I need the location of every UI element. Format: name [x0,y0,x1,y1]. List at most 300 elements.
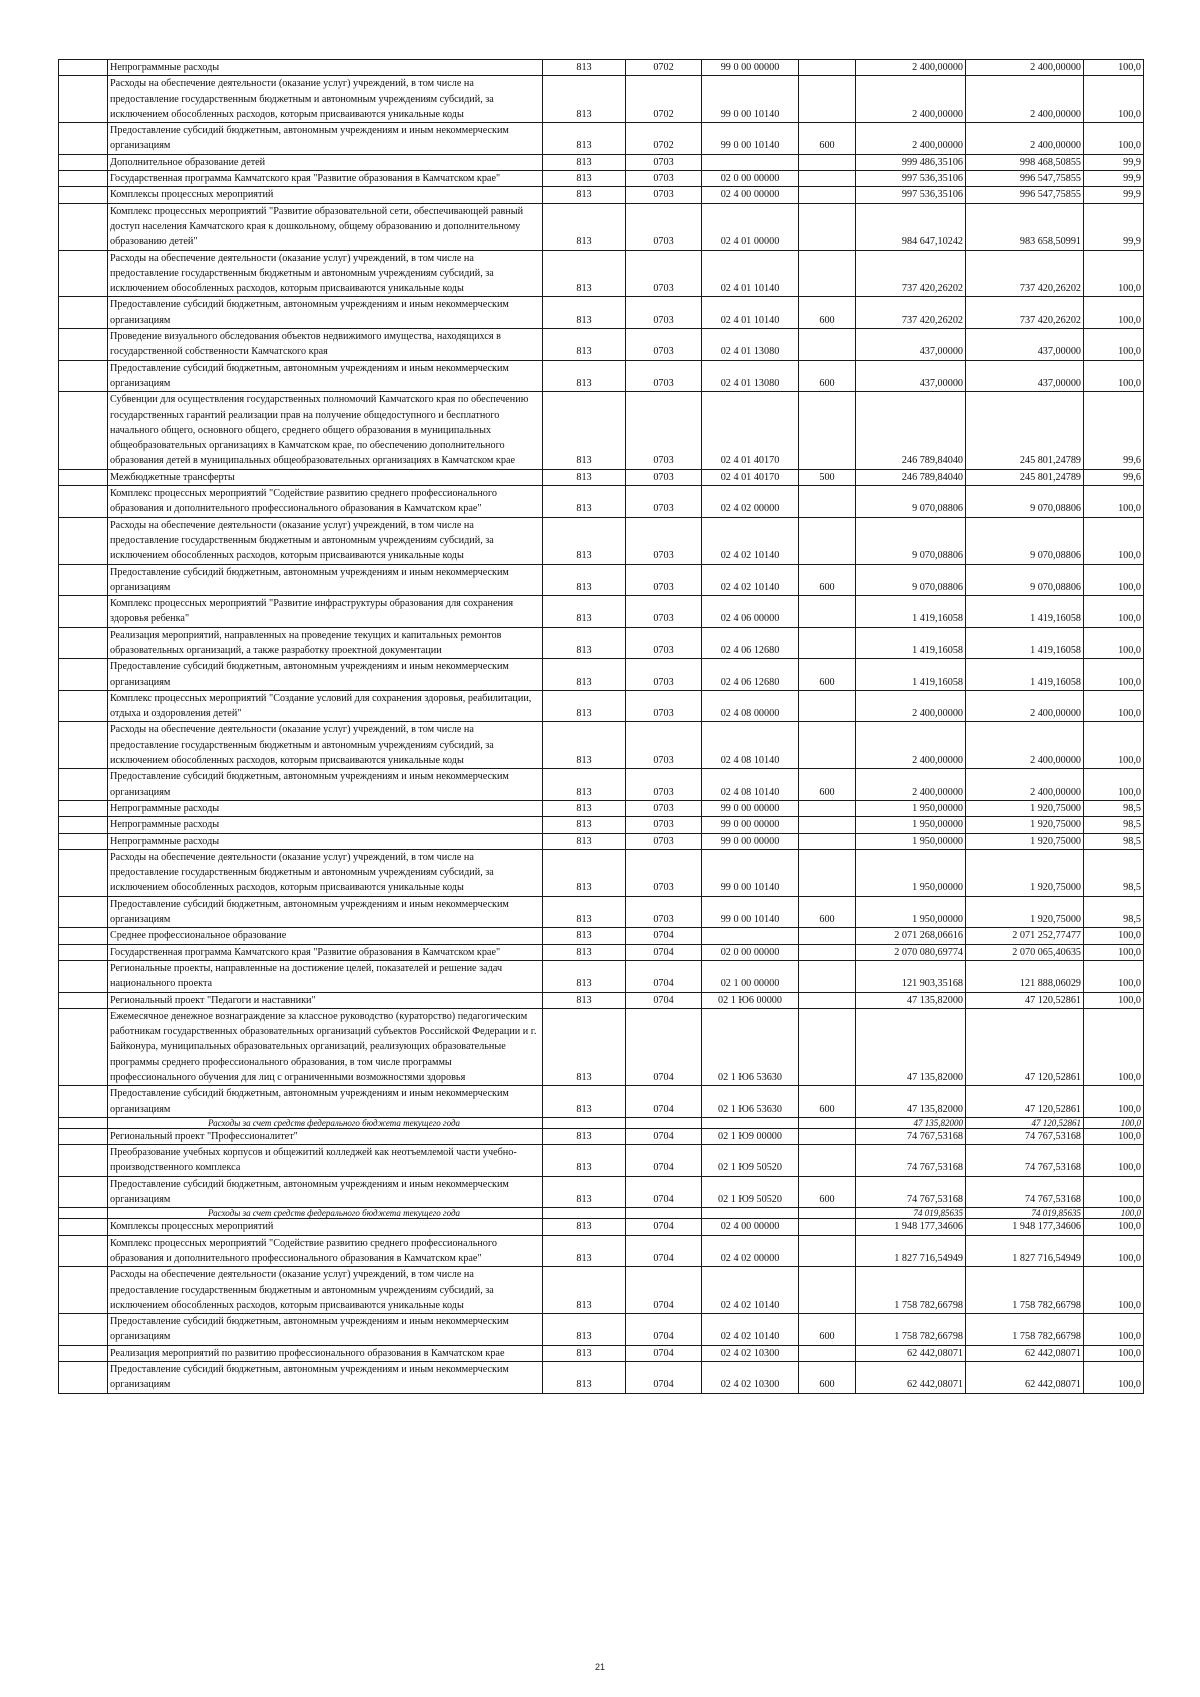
blank-cell [59,627,108,659]
expense-type-code [799,992,856,1008]
grbs-code: 813 [543,60,626,76]
grbs-code: 813 [543,329,626,361]
section-code: 0703 [626,297,702,329]
section-code: 0703 [626,187,702,203]
section-code: 0704 [626,992,702,1008]
blank-cell [59,960,108,992]
table-row [59,360,1144,392]
planned-amount: 47 135,82000 [856,1117,966,1128]
expense-name: Предоставление субсидий бюджетным, автономным учреждениям и иным некоммерческим организациям [108,123,543,155]
blank-cell [59,928,108,944]
target-article-code: 02 1 Ю6 53630 [702,1008,799,1085]
table-row [59,329,1144,361]
blank-cell [59,722,108,769]
grbs-code: 813 [543,123,626,155]
expense-name: Региональный проект "Профессионалитет" [108,1128,543,1144]
expense-name: Предоставление субсидий бюджетным, автономным учреждениям и иным некоммерческим организациям [108,896,543,928]
grbs-code: 813 [543,360,626,392]
expense-type-code [799,1008,856,1085]
executed-amount: 2 071 252,77477 [966,928,1084,944]
section-code: 0702 [626,76,702,123]
planned-amount: 1 950,00000 [856,896,966,928]
blank-cell [59,896,108,928]
executed-amount: 1 419,16058 [966,627,1084,659]
target-article-code: 02 4 00 00000 [702,1219,799,1235]
table-row [59,800,1144,816]
table-row [59,659,1144,691]
table-row [59,171,1144,187]
blank-cell [59,849,108,896]
grbs-code: 813 [543,154,626,170]
table-row [59,1128,1144,1144]
planned-amount: 1 950,00000 [856,800,966,816]
execution-percent: 100,0 [1084,1128,1144,1144]
blank-cell [59,360,108,392]
execution-percent: 100,0 [1084,1345,1144,1361]
target-article-code: 02 4 02 10140 [702,1314,799,1346]
section-code: 0704 [626,1345,702,1361]
table-row [59,722,1144,769]
expense-name: Субвенции для осуществления государственных полномочий Камчатского края по обеспечению государственных гарантий реализации прав на получение общедоступного и бесплатного начального общего, основного общего, среднего общего образования в муниципальных общеобразовательных организациях в Камчатском крае, по обеспечению дополнительного образования детей в муниципальных общеобразовательных организациях в Камчатском крае [108,392,543,469]
executed-amount: 47 120,52861 [966,1117,1084,1128]
expense-type-code: 600 [799,769,856,801]
execution-percent: 99,6 [1084,392,1144,469]
table-row [59,1345,1144,1361]
blank-cell [59,1176,108,1208]
table-row [59,690,1144,722]
executed-amount: 437,00000 [966,360,1084,392]
expense-type-code [799,187,856,203]
table-row [59,1314,1144,1346]
expense-name: Межбюджетные трансферты [108,469,543,485]
section-code: 0704 [626,1219,702,1235]
table-row [59,944,1144,960]
execution-percent: 100,0 [1084,690,1144,722]
executed-amount: 1 419,16058 [966,659,1084,691]
executed-amount: 74 019,85635 [966,1208,1084,1219]
budget-table-body [59,60,1144,1394]
target-article-code [702,154,799,170]
grbs-code: 813 [543,1008,626,1085]
expense-type-code [799,627,856,659]
execution-percent: 100,0 [1084,297,1144,329]
grbs-code: 813 [543,469,626,485]
section-code: 0703 [626,896,702,928]
execution-percent: 100,0 [1084,960,1144,992]
section-code: 0703 [626,486,702,518]
section-code: 0703 [626,849,702,896]
section-code: 0703 [626,722,702,769]
section-code: 0703 [626,329,702,361]
grbs-code: 813 [543,896,626,928]
expense-type-code [799,1235,856,1267]
planned-amount: 1 827 716,54949 [856,1235,966,1267]
expense-name: Государственная программа Камчатского края "Развитие образования в Камчатском крае" [108,171,543,187]
expense-name: Расходы за счет средств федерального бюджета текущего года [108,1208,543,1219]
executed-amount: 996 547,75855 [966,187,1084,203]
grbs-code: 813 [543,722,626,769]
execution-percent: 100,0 [1084,123,1144,155]
execution-percent: 100,0 [1084,992,1144,1008]
table-row [59,564,1144,596]
executed-amount: 1 920,75000 [966,817,1084,833]
target-article-code: 02 4 06 12680 [702,627,799,659]
target-article-code: 02 4 02 00000 [702,1235,799,1267]
expense-type-code [799,517,856,564]
target-article-code: 02 4 02 10300 [702,1362,799,1394]
section-code: 0703 [626,800,702,816]
grbs-code: 813 [543,1145,626,1177]
section-code: 0704 [626,928,702,944]
planned-amount: 437,00000 [856,329,966,361]
section-code: 0703 [626,564,702,596]
executed-amount: 2 070 065,40635 [966,944,1084,960]
expense-type-code [799,171,856,187]
expense-name: Дополнительное образование детей [108,154,543,170]
expense-type-code: 600 [799,360,856,392]
expense-type-code: 600 [799,1086,856,1118]
target-article-code: 99 0 00 10140 [702,76,799,123]
expense-type-code [799,928,856,944]
planned-amount: 2 070 080,69774 [856,944,966,960]
target-article-code: 02 4 02 10140 [702,564,799,596]
grbs-code: 813 [543,833,626,849]
execution-percent: 98,5 [1084,896,1144,928]
expense-name: Предоставление субсидий бюджетным, автономным учреждениям и иным некоммерческим организациям [108,1314,543,1346]
expense-name: Предоставление субсидий бюджетным, автономным учреждениям и иным некоммерческим организациям [108,564,543,596]
target-article-code: 99 0 00 00000 [702,817,799,833]
planned-amount: 9 070,08806 [856,517,966,564]
section-code: 0704 [626,1008,702,1085]
executed-amount: 9 070,08806 [966,517,1084,564]
expense-type-code [799,960,856,992]
expense-name: Комплекс процессных мероприятий "Содействие развитию среднего профессионального образования и дополнительного профессионального образования в Камчатском крае" [108,1235,543,1267]
table-row [59,849,1144,896]
target-article-code: 99 0 00 00000 [702,833,799,849]
section-code: 0703 [626,171,702,187]
target-article-code: 02 1 Ю9 50520 [702,1176,799,1208]
expense-type-code [799,817,856,833]
target-article-code: 99 0 00 10140 [702,849,799,896]
grbs-code: 813 [543,800,626,816]
expense-type-code [799,329,856,361]
execution-percent: 98,5 [1084,833,1144,849]
target-article-code: 02 1 Ю9 00000 [702,1128,799,1144]
blank-cell [59,1008,108,1085]
execution-percent: 100,0 [1084,659,1144,691]
expense-type-code [799,1267,856,1314]
section-code: 0704 [626,1362,702,1394]
expense-name: Предоставление субсидий бюджетным, автономным учреждениям и иным некоммерческим организациям [108,360,543,392]
execution-percent: 100,0 [1084,1008,1144,1085]
executed-amount: 1 920,75000 [966,833,1084,849]
executed-amount: 47 120,52861 [966,1086,1084,1118]
target-article-code: 02 4 02 00000 [702,486,799,518]
grbs-code: 813 [543,1235,626,1267]
blank-cell [59,1117,108,1128]
blank-cell [59,154,108,170]
expense-type-code [799,486,856,518]
target-article-code: 02 4 06 00000 [702,596,799,628]
planned-amount: 1 950,00000 [856,849,966,896]
target-article-code: 02 1 Ю9 50520 [702,1145,799,1177]
expense-type-code: 600 [799,1362,856,1394]
executed-amount: 47 120,52861 [966,1008,1084,1085]
execution-percent: 100,0 [1084,1145,1144,1177]
target-article-code: 02 4 01 00000 [702,203,799,250]
section-code: 0703 [626,596,702,628]
planned-amount: 62 442,08071 [856,1362,966,1394]
blank-cell [59,486,108,518]
planned-amount: 1 419,16058 [856,627,966,659]
table-row [59,1267,1144,1314]
expense-type-code [799,76,856,123]
expense-name: Реализация мероприятий по развитию профессионального образования в Камчатском крае [108,1345,543,1361]
expense-type-code [799,1219,856,1235]
execution-percent: 100,0 [1084,1176,1144,1208]
grbs-code: 813 [543,250,626,297]
blank-cell [59,1128,108,1144]
expense-name: Непрограммные расходы [108,817,543,833]
expense-name: Ежемесячное денежное вознаграждение за классное руководство (кураторство) педагогическим работникам государственных образовательных организаций субъектов Российской Федерации и г. Байконура, муниципальных образовательных организаций, реализующих образовательные программы среднего профессионального образования, в том числе программы профессионального обучения для лиц с ограниченными возможностями здоровья [108,1008,543,1085]
expense-name: Проведение визуального обследования объектов недвижимого имущества, находящихся в государственной собственности Камчатского края [108,329,543,361]
expense-name: Комплексы процессных мероприятий [108,187,543,203]
expense-name: Комплекс процессных мероприятий "Развитие образовательной сети, обеспечивающей равный доступ населения Камчатского края к дошкольному, общему образованию и дополнительному образованию детей" [108,203,543,250]
grbs-code: 813 [543,1176,626,1208]
section-code: 0703 [626,360,702,392]
grbs-code: 813 [543,564,626,596]
executed-amount: 983 658,50991 [966,203,1084,250]
table-row [59,517,1144,564]
execution-percent: 100,0 [1084,329,1144,361]
table-row [59,1008,1144,1085]
expense-type-code: 600 [799,297,856,329]
target-article-code: 99 0 00 00000 [702,60,799,76]
planned-amount: 737 420,26202 [856,250,966,297]
execution-percent: 100,0 [1084,517,1144,564]
expense-name: Непрограммные расходы [108,800,543,816]
target-article-code: 02 1 Ю6 00000 [702,992,799,1008]
section-code: 0702 [626,123,702,155]
grbs-code: 813 [543,849,626,896]
target-article-code: 02 4 02 10300 [702,1345,799,1361]
section-code: 0704 [626,1314,702,1346]
executed-amount: 737 420,26202 [966,250,1084,297]
executed-amount: 2 400,00000 [966,769,1084,801]
expense-type-code [799,60,856,76]
planned-amount: 737 420,26202 [856,297,966,329]
expense-name: Расходы на обеспечение деятельности (оказание услуг) учреждений, в том числе на предоставление государственным бюджетным и автономным учреждениям субсидий, за исключением обособленных расходов, которым присваиваются уникальные коды [108,76,543,123]
grbs-code: 813 [543,187,626,203]
blank-cell [59,817,108,833]
blank-cell [59,944,108,960]
planned-amount: 2 400,00000 [856,690,966,722]
table-row [59,960,1144,992]
table-row [59,187,1144,203]
table-row [59,392,1144,469]
execution-percent: 98,5 [1084,800,1144,816]
section-code: 0703 [626,469,702,485]
expense-name: Предоставление субсидий бюджетным, автономным учреждениям и иным некоммерческим организациям [108,659,543,691]
executed-amount: 74 767,53168 [966,1176,1084,1208]
planned-amount: 1 950,00000 [856,817,966,833]
execution-percent: 100,0 [1084,1219,1144,1235]
table-row [59,76,1144,123]
expense-type-code [799,849,856,896]
grbs-code [543,1208,626,1219]
execution-percent: 100,0 [1084,1362,1144,1394]
expense-name: Преобразование учебных корпусов и общежитий колледжей как неотъемлемой части учебно-производственного комплекса [108,1145,543,1177]
planned-amount: 121 903,35168 [856,960,966,992]
execution-percent: 100,0 [1084,564,1144,596]
planned-amount: 997 536,35106 [856,171,966,187]
blank-cell [59,329,108,361]
target-article-code: 02 4 01 40170 [702,469,799,485]
grbs-code: 813 [543,1219,626,1235]
target-article-code: 02 4 08 10140 [702,769,799,801]
expense-type-code [799,800,856,816]
section-code: 0704 [626,1086,702,1118]
target-article-code: 02 4 00 00000 [702,187,799,203]
expense-type-code [799,722,856,769]
blank-cell [59,171,108,187]
executed-amount: 74 767,53168 [966,1128,1084,1144]
executed-amount: 437,00000 [966,329,1084,361]
execution-percent: 100,0 [1084,627,1144,659]
planned-amount: 47 135,82000 [856,992,966,1008]
planned-amount: 2 400,00000 [856,722,966,769]
execution-percent: 100,0 [1084,1235,1144,1267]
table-row [59,203,1144,250]
grbs-code: 813 [543,596,626,628]
planned-amount: 74 019,85635 [856,1208,966,1219]
section-code: 0703 [626,817,702,833]
table-row [59,896,1144,928]
expense-type-code [799,392,856,469]
section-code: 0704 [626,1145,702,1177]
planned-amount: 2 071 268,06616 [856,928,966,944]
section-code: 0703 [626,203,702,250]
executed-amount: 1 920,75000 [966,849,1084,896]
execution-percent: 99,9 [1084,171,1144,187]
expense-type-code: 600 [799,564,856,596]
expense-type-code [799,203,856,250]
table-row [59,154,1144,170]
execution-percent: 100,0 [1084,76,1144,123]
execution-percent: 100,0 [1084,1314,1144,1346]
planned-amount: 1 419,16058 [856,596,966,628]
expense-name: Региональные проекты, направленные на достижение целей, показателей и решение задач национального проекта [108,960,543,992]
section-code: 0703 [626,690,702,722]
blank-cell [59,659,108,691]
table-row [59,596,1144,628]
target-article-code: 02 0 00 00000 [702,171,799,187]
grbs-code [543,1117,626,1128]
section-code: 0702 [626,60,702,76]
expense-name: Предоставление субсидий бюджетным, автономным учреждениям и иным некоммерческим организациям [108,297,543,329]
section-code: 0704 [626,960,702,992]
expense-type-code [799,690,856,722]
expense-type-code: 600 [799,123,856,155]
expense-name: Среднее профессиональное образование [108,928,543,944]
table-row [59,297,1144,329]
expense-name: Предоставление субсидий бюджетным, автономным учреждениям и иным некоммерческим организациям [108,1086,543,1118]
blank-cell [59,76,108,123]
blank-cell [59,1345,108,1361]
table-row [59,769,1144,801]
table-row [59,1086,1144,1118]
execution-percent: 98,5 [1084,817,1144,833]
blank-cell [59,564,108,596]
execution-percent: 99,9 [1084,203,1144,250]
section-code: 0703 [626,659,702,691]
executed-amount: 121 888,06029 [966,960,1084,992]
expense-type-code [799,833,856,849]
blank-cell [59,992,108,1008]
executed-amount: 996 547,75855 [966,171,1084,187]
blank-cell [59,392,108,469]
grbs-code: 813 [543,517,626,564]
planned-amount: 2 400,00000 [856,60,966,76]
table-row [59,1145,1144,1177]
table-row [59,627,1144,659]
blank-cell [59,297,108,329]
grbs-code: 813 [543,659,626,691]
executed-amount: 1 758 782,66798 [966,1267,1084,1314]
target-article-code [702,928,799,944]
execution-percent: 100,0 [1084,1117,1144,1128]
section-code: 0704 [626,944,702,960]
executed-amount: 62 442,08071 [966,1345,1084,1361]
planned-amount: 999 486,35106 [856,154,966,170]
expense-type-code [799,944,856,960]
grbs-code: 813 [543,1086,626,1118]
federal-budget-subrow [59,1208,1144,1219]
expense-name: Расходы на обеспечение деятельности (оказание услуг) учреждений, в том числе на предоставление государственным бюджетным и автономным учреждениям субсидий, за исключением обособленных расходов, которым присваиваются уникальные коды [108,722,543,769]
section-code: 0703 [626,154,702,170]
planned-amount: 1 758 782,66798 [856,1267,966,1314]
executed-amount: 737 420,26202 [966,297,1084,329]
executed-amount: 2 400,00000 [966,60,1084,76]
executed-amount: 1 827 716,54949 [966,1235,1084,1267]
budget-table-sheet [58,59,1143,1394]
target-article-code: 02 4 02 10140 [702,517,799,564]
expense-type-code [799,1345,856,1361]
planned-amount: 47 135,82000 [856,1086,966,1118]
target-article-code: 02 4 01 40170 [702,392,799,469]
planned-amount: 1 758 782,66798 [856,1314,966,1346]
expense-type-code [799,1128,856,1144]
executed-amount: 1 948 177,34606 [966,1219,1084,1235]
target-article-code: 02 4 01 13080 [702,360,799,392]
table-row [59,486,1144,518]
table-row [59,250,1144,297]
planned-amount: 246 789,84040 [856,469,966,485]
execution-percent: 100,0 [1084,944,1144,960]
planned-amount: 997 536,35106 [856,187,966,203]
execution-percent: 99,9 [1084,154,1144,170]
target-article-code: 02 1 Ю6 53630 [702,1086,799,1118]
blank-cell [59,1267,108,1314]
expense-name: Непрограммные расходы [108,833,543,849]
expense-type-code [799,1117,856,1128]
executed-amount: 47 120,52861 [966,992,1084,1008]
target-article-code: 99 0 00 10140 [702,123,799,155]
executed-amount: 9 070,08806 [966,564,1084,596]
section-code: 0704 [626,1267,702,1314]
grbs-code: 813 [543,76,626,123]
blank-cell [59,250,108,297]
